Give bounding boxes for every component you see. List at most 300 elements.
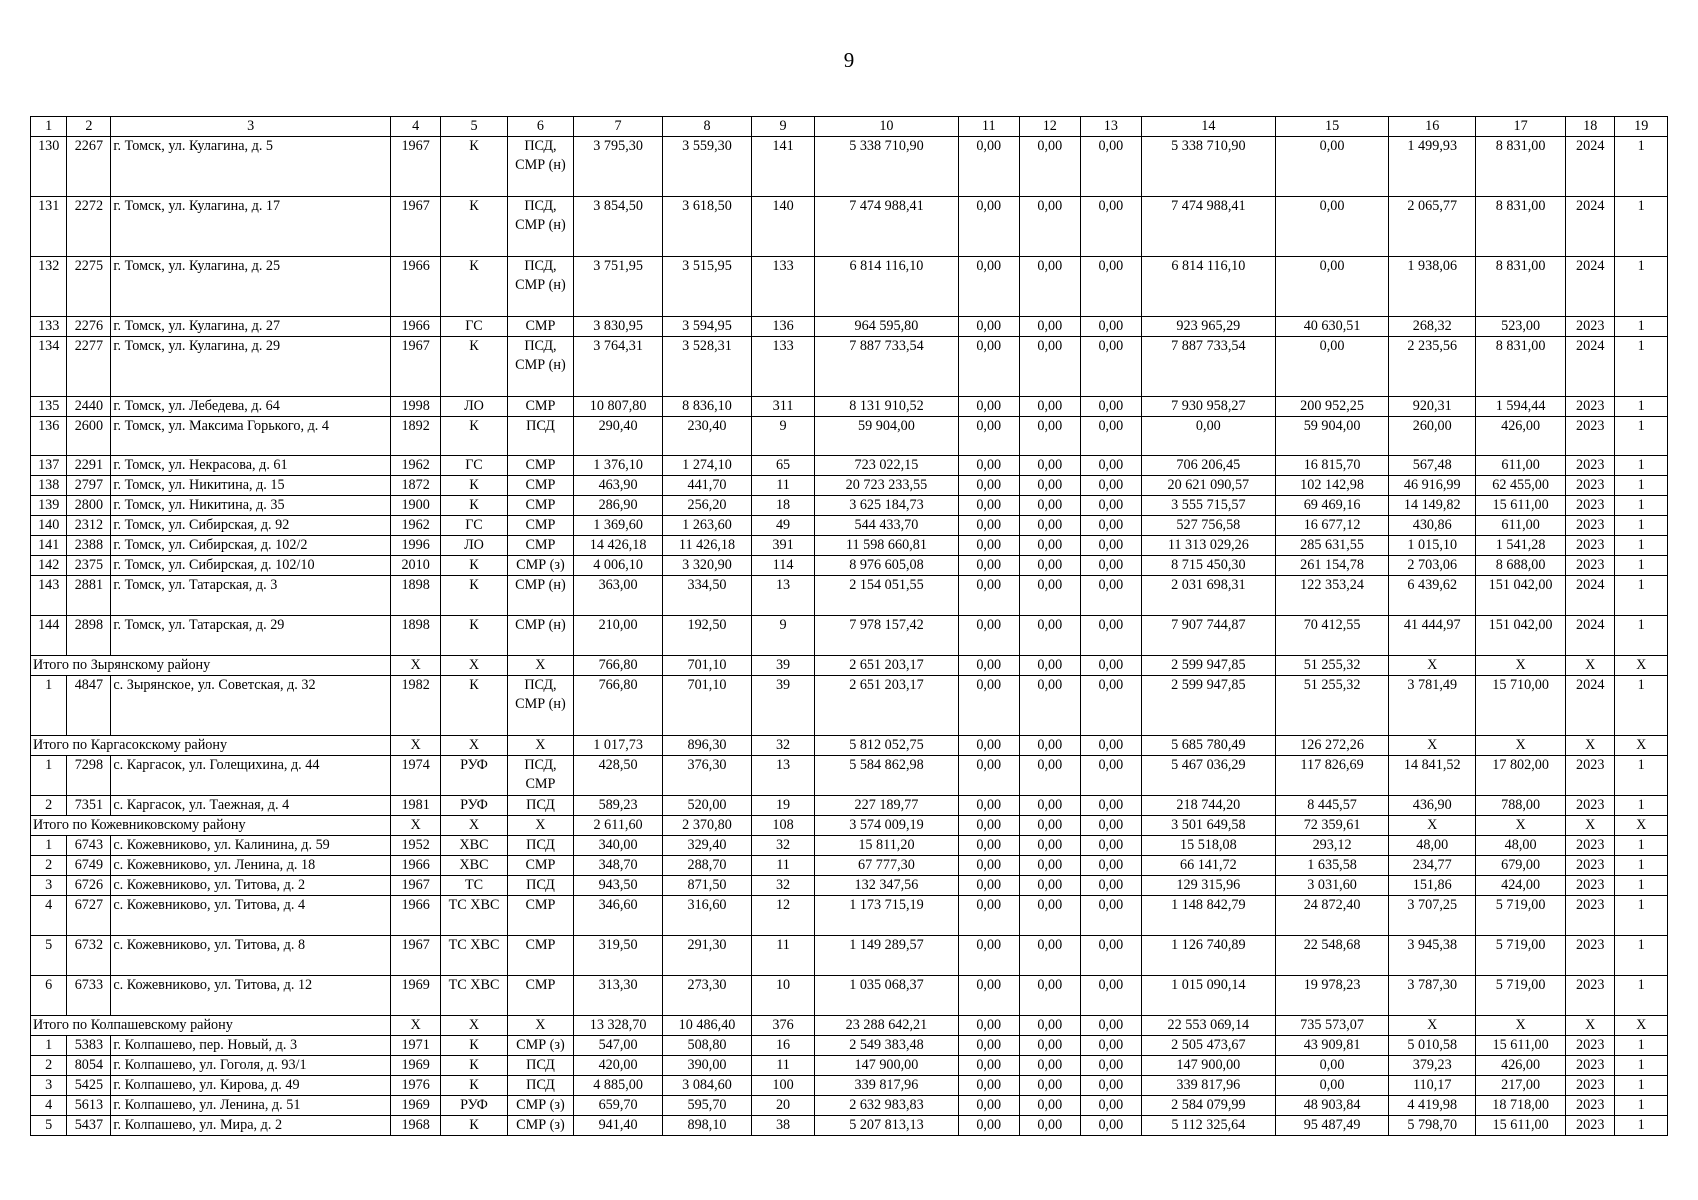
table-row — [31, 976, 1668, 1016]
table-cell: 2 584 079,99 — [1141, 1096, 1275, 1116]
table-cell: 1 — [31, 756, 67, 796]
table-cell: 2023 — [1566, 856, 1615, 876]
table-cell: 0,00 — [1080, 656, 1141, 676]
table-row — [31, 1056, 1668, 1076]
table-cell: К — [441, 257, 507, 317]
table-cell: 39 — [751, 656, 814, 676]
table-cell: 1 — [1615, 337, 1668, 397]
table-cell: Х — [441, 656, 507, 676]
table-cell: 38 — [751, 1116, 814, 1136]
table-cell: 2023 — [1566, 556, 1615, 576]
table-cell: 1 — [1615, 1116, 1668, 1136]
table-cell: 2898 — [67, 616, 111, 656]
table-cell: 1998 — [390, 397, 440, 417]
table-cell: 2375 — [67, 556, 111, 576]
table-cell: 218 744,20 — [1141, 796, 1275, 816]
page-number: 9 — [843, 48, 855, 72]
table-cell: 2024 — [1566, 197, 1615, 257]
address-cell: г. Томск, ул. Лебедева, д. 64 — [111, 397, 391, 417]
table-cell: Х — [390, 1016, 440, 1036]
table-cell: К — [441, 197, 507, 257]
column-header: 15 — [1275, 117, 1389, 137]
table-cell: Х — [1476, 816, 1566, 836]
table-cell: 0,00 — [958, 197, 1019, 257]
table-cell: 3 854,50 — [574, 197, 663, 257]
table-body — [31, 137, 1668, 1136]
table-cell: 200 952,25 — [1275, 397, 1389, 417]
address-cell: г. Томск, ул. Кулагина, д. 17 — [111, 197, 391, 257]
table-cell: 5 798,70 — [1389, 1116, 1476, 1136]
table-cell: 0,00 — [958, 556, 1019, 576]
table-cell: 3 559,30 — [663, 137, 752, 197]
table-cell: 1 149 289,57 — [815, 936, 959, 976]
table-cell: 0,00 — [1019, 816, 1080, 836]
table-cell: 2023 — [1566, 876, 1615, 896]
table-cell: 1 499,93 — [1389, 137, 1476, 197]
table-cell: 0,00 — [1019, 676, 1080, 736]
table-cell: 3 830,95 — [574, 317, 663, 337]
table-cell: 1 — [1615, 456, 1668, 476]
table-cell: 0,00 — [1080, 516, 1141, 536]
table-cell: 8 831,00 — [1476, 337, 1566, 397]
table-cell: 137 — [31, 456, 67, 476]
table-cell: 2272 — [67, 197, 111, 257]
table-cell: 1 — [1615, 317, 1668, 337]
table-cell: 100 — [751, 1076, 814, 1096]
table-cell: 12 — [751, 896, 814, 936]
table-cell: К — [441, 476, 507, 496]
work-type-cell: ПСД, СМР (н) — [507, 257, 573, 317]
table-cell: 5 010,58 — [1389, 1036, 1476, 1056]
work-type-cell: СМР — [507, 516, 573, 536]
table-cell: К — [441, 496, 507, 516]
table-cell: Х — [1389, 656, 1476, 676]
table-cell: 286,90 — [574, 496, 663, 516]
table-cell: Х — [507, 656, 573, 676]
table-cell: К — [441, 1056, 507, 1076]
table-cell: К — [441, 337, 507, 397]
table-cell: 1 — [1615, 1096, 1668, 1116]
table-cell: 0,00 — [1275, 137, 1389, 197]
table-cell: Х — [1615, 656, 1668, 676]
table-cell: 138 — [31, 476, 67, 496]
table-cell: 0,00 — [1080, 836, 1141, 856]
table-cell: 0,00 — [958, 536, 1019, 556]
table-cell: 2600 — [67, 417, 111, 456]
table-cell: 0,00 — [1019, 536, 1080, 556]
table-cell: 8 836,10 — [663, 397, 752, 417]
table-cell: 1 — [1615, 836, 1668, 856]
table-cell: 0,00 — [958, 896, 1019, 936]
table-cell: 210,00 — [574, 616, 663, 656]
address-cell: с. Кожевниково, ул. Калинина, д. 59 — [111, 836, 391, 856]
table-cell: 547,00 — [574, 1036, 663, 1056]
table-row — [31, 197, 1668, 257]
table-cell: 3 528,31 — [663, 337, 752, 397]
table-cell: 290,40 — [574, 417, 663, 456]
table-cell: 13 — [751, 756, 814, 796]
table-cell: 1967 — [390, 876, 440, 896]
address-cell: с. Кожевниково, ул. Титова, д. 12 — [111, 976, 391, 1016]
table-cell: 18 — [751, 496, 814, 516]
table-cell: 5425 — [67, 1076, 111, 1096]
table-cell: 379,23 — [1389, 1056, 1476, 1076]
table-cell: 2800 — [67, 496, 111, 516]
table-cell: 70 412,55 — [1275, 616, 1389, 656]
table-cell: К — [441, 137, 507, 197]
table-cell: 679,00 — [1476, 856, 1566, 876]
table-cell: 2267 — [67, 137, 111, 197]
table-cell: 0,00 — [1019, 556, 1080, 576]
table-cell: 2023 — [1566, 317, 1615, 337]
table-cell: 1 — [1615, 676, 1668, 736]
table-cell: 9 — [751, 417, 814, 456]
table-row — [31, 1096, 1668, 1116]
table-cell: 896,30 — [663, 736, 752, 756]
table-cell: 1 126 740,89 — [1141, 936, 1275, 976]
table-cell: 2023 — [1566, 476, 1615, 496]
table-cell: 0,00 — [1080, 556, 1141, 576]
table-cell: 132 347,56 — [815, 876, 959, 896]
table-cell: 943,50 — [574, 876, 663, 896]
table-cell: 0,00 — [1019, 496, 1080, 516]
table-cell: К — [441, 1076, 507, 1096]
table-cell: 1 — [1615, 397, 1668, 417]
district-subtotal-row — [31, 736, 1668, 756]
table-cell: 51 255,32 — [1275, 676, 1389, 736]
table-cell: 2276 — [67, 317, 111, 337]
address-cell: г. Колпашево, пер. Новый, д. 3 — [111, 1036, 391, 1056]
table-cell: 6 814 116,10 — [1141, 257, 1275, 317]
address-cell: г. Томск, ул. Сибирская, д. 102/2 — [111, 536, 391, 556]
column-header: 3 — [111, 117, 391, 137]
table-cell: 3 — [31, 1076, 67, 1096]
table-cell: 2 065,77 — [1389, 197, 1476, 257]
table-cell: РУФ — [441, 796, 507, 816]
work-type-cell: СМР — [507, 456, 573, 476]
table-cell: 0,00 — [958, 1096, 1019, 1116]
table-cell: 5 719,00 — [1476, 936, 1566, 976]
table-cell: 0,00 — [1080, 896, 1141, 936]
table-cell: 0,00 — [1019, 976, 1080, 1016]
table-cell: 1 — [1615, 796, 1668, 816]
table-cell: 22 553 069,14 — [1141, 1016, 1275, 1036]
table-cell: 2024 — [1566, 337, 1615, 397]
table-cell: 1 015,10 — [1389, 536, 1476, 556]
table-cell: 7 887 733,54 — [815, 337, 959, 397]
table-cell: 2797 — [67, 476, 111, 496]
table-cell: 0,00 — [1080, 1056, 1141, 1076]
table-cell: 62 455,00 — [1476, 476, 1566, 496]
table-cell: 0,00 — [1080, 337, 1141, 397]
work-type-cell: СМР (з) — [507, 1096, 573, 1116]
table-cell: 15 710,00 — [1476, 676, 1566, 736]
table-cell: 7 474 988,41 — [815, 197, 959, 257]
table-cell: 348,70 — [574, 856, 663, 876]
table-cell: 0,00 — [1019, 936, 1080, 976]
table-cell: 376,30 — [663, 756, 752, 796]
table-cell: 0,00 — [958, 576, 1019, 616]
table-cell: 6749 — [67, 856, 111, 876]
table-cell: 8 831,00 — [1476, 197, 1566, 257]
table-cell: 0,00 — [1019, 197, 1080, 257]
table-cell: 133 — [31, 317, 67, 337]
table-cell: 14 841,52 — [1389, 756, 1476, 796]
address-cell: г. Томск, ул. Татарская, д. 29 — [111, 616, 391, 656]
table-cell: 595,70 — [663, 1096, 752, 1116]
table-cell: 363,00 — [574, 576, 663, 616]
table-cell: 463,90 — [574, 476, 663, 496]
table-cell: 41 444,97 — [1389, 616, 1476, 656]
table-cell: 133 — [751, 337, 814, 397]
table-cell: 706 206,45 — [1141, 456, 1275, 476]
table-cell: 133 — [751, 257, 814, 317]
table-cell: 319,50 — [574, 936, 663, 976]
table-cell: 5 207 813,13 — [815, 1116, 959, 1136]
address-cell: с. Кожевниково, ул. Титова, д. 2 — [111, 876, 391, 896]
table-row — [31, 1116, 1668, 1136]
table-cell: 1 541,28 — [1476, 536, 1566, 556]
table-cell: Х — [390, 816, 440, 836]
table-cell: 5 685 780,49 — [1141, 736, 1275, 756]
table-cell: 2023 — [1566, 536, 1615, 556]
table-cell: 5 — [31, 1116, 67, 1136]
table-cell: 0,00 — [958, 496, 1019, 516]
table-cell: К — [441, 417, 507, 456]
table-cell: 1967 — [390, 936, 440, 976]
table-cell: 334,50 — [663, 576, 752, 616]
address-cell: г. Томск, ул. Никитина, д. 35 — [111, 496, 391, 516]
table-cell: 0,00 — [1080, 417, 1141, 456]
table-cell: 1 — [1615, 856, 1668, 876]
table-cell: 0,00 — [958, 1076, 1019, 1096]
table-cell: 0,00 — [958, 616, 1019, 656]
work-type-cell: ПСД, СМР (н) — [507, 337, 573, 397]
table-row — [31, 257, 1668, 317]
table-cell: 0,00 — [1019, 1016, 1080, 1036]
table-cell: 2023 — [1566, 1056, 1615, 1076]
table-cell: 339 817,96 — [1141, 1076, 1275, 1096]
table-cell: 941,40 — [574, 1116, 663, 1136]
table-cell: 95 487,49 — [1275, 1116, 1389, 1136]
table-cell: 23 288 642,21 — [815, 1016, 959, 1036]
table-cell: 0,00 — [1019, 417, 1080, 456]
table-cell: 0,00 — [1141, 417, 1275, 456]
table-cell: 1 594,44 — [1476, 397, 1566, 417]
table-cell: 0,00 — [1080, 1036, 1141, 1056]
column-header: 19 — [1615, 117, 1668, 137]
table-cell: 0,00 — [1019, 337, 1080, 397]
table-cell: 0,00 — [1019, 317, 1080, 337]
table-cell: Х — [1476, 1016, 1566, 1036]
table-cell: 0,00 — [1019, 1036, 1080, 1056]
table-cell: 523,00 — [1476, 317, 1566, 337]
address-cell: г. Томск, ул. Сибирская, д. 102/10 — [111, 556, 391, 576]
table-cell: 0,00 — [958, 796, 1019, 816]
table-cell: 268,32 — [1389, 317, 1476, 337]
table-cell: 1 938,06 — [1389, 257, 1476, 317]
table-cell: 8 445,57 — [1275, 796, 1389, 816]
table-cell: 0,00 — [958, 756, 1019, 796]
table-cell: 0,00 — [1019, 876, 1080, 896]
table-cell: 1 635,58 — [1275, 856, 1389, 876]
table-cell: 132 — [31, 257, 67, 317]
table-cell: 2023 — [1566, 796, 1615, 816]
table-cell: 346,60 — [574, 896, 663, 936]
table-cell: 140 — [751, 197, 814, 257]
table-cell: 520,00 — [663, 796, 752, 816]
column-header: 6 — [507, 117, 573, 137]
table-cell: 701,10 — [663, 676, 752, 736]
table-cell: 1 263,60 — [663, 516, 752, 536]
work-type-cell: СМР (з) — [507, 1036, 573, 1056]
table-cell: 1 — [1615, 496, 1668, 516]
table-cell: 2023 — [1566, 1096, 1615, 1116]
table-cell: Х — [507, 1016, 573, 1036]
column-header: 9 — [751, 117, 814, 137]
table-cell: 1 — [1615, 576, 1668, 616]
table-cell: 130 — [31, 137, 67, 197]
table-cell: 0,00 — [1080, 397, 1141, 417]
table-cell: 0,00 — [1080, 257, 1141, 317]
table-cell: 4 419,98 — [1389, 1096, 1476, 1116]
table-cell: 766,80 — [574, 676, 663, 736]
table-cell: 3 751,95 — [574, 257, 663, 317]
table-cell: 51 255,32 — [1275, 656, 1389, 676]
table-cell: 139 — [31, 496, 67, 516]
table-cell: 3 781,49 — [1389, 676, 1476, 736]
table-cell: 426,00 — [1476, 417, 1566, 456]
table-cell: Х — [441, 816, 507, 836]
table-cell: 2023 — [1566, 417, 1615, 456]
table-row — [31, 1076, 1668, 1096]
table-cell: 1966 — [390, 257, 440, 317]
table-cell: 316,60 — [663, 896, 752, 936]
table-cell: 391 — [751, 536, 814, 556]
table-cell: 1 — [31, 676, 67, 736]
work-type-cell: СМР — [507, 936, 573, 976]
table-cell: 8 688,00 — [1476, 556, 1566, 576]
table-cell: 0,00 — [958, 257, 1019, 317]
table-row — [31, 556, 1668, 576]
table-cell: Х — [441, 736, 507, 756]
table-cell: 234,77 — [1389, 856, 1476, 876]
table-cell: 69 469,16 — [1275, 496, 1389, 516]
table-cell: ЛО — [441, 536, 507, 556]
table-cell: РУФ — [441, 1096, 507, 1116]
table-cell: 49 — [751, 516, 814, 536]
table-cell: 7 930 958,27 — [1141, 397, 1275, 417]
table-cell: 923 965,29 — [1141, 317, 1275, 337]
table-cell: 1976 — [390, 1076, 440, 1096]
table-cell: 0,00 — [958, 936, 1019, 976]
table-cell: 10 — [751, 976, 814, 1016]
table-cell: 131 — [31, 197, 67, 257]
table-cell: 0,00 — [1019, 257, 1080, 317]
table-cell: 2 632 983,83 — [815, 1096, 959, 1116]
table-cell: 5 812 052,75 — [815, 736, 959, 756]
table-cell: 10 807,80 — [574, 397, 663, 417]
table-cell: 1982 — [390, 676, 440, 736]
work-type-cell: СМР — [507, 896, 573, 936]
table-cell: 0,00 — [1019, 796, 1080, 816]
table-row — [31, 616, 1668, 656]
table-cell: 16 677,12 — [1275, 516, 1389, 536]
table-cell: 390,00 — [663, 1056, 752, 1076]
table-cell: 0,00 — [1080, 816, 1141, 836]
table-cell: 611,00 — [1476, 456, 1566, 476]
table-cell: Х — [1389, 736, 1476, 756]
table-cell: 3 574 009,19 — [815, 816, 959, 836]
table-row — [31, 896, 1668, 936]
table-cell: 32 — [751, 836, 814, 856]
table-cell: 0,00 — [958, 137, 1019, 197]
table-cell: 192,50 — [663, 616, 752, 656]
table-cell: 0,00 — [1080, 1096, 1141, 1116]
table-cell: Х — [1566, 1016, 1615, 1036]
table-header — [31, 117, 1668, 137]
table-cell: 611,00 — [1476, 516, 1566, 536]
address-cell: с. Кожевниково, ул. Ленина, д. 18 — [111, 856, 391, 876]
table-cell: ХВС — [441, 836, 507, 856]
table-cell: 3 625 184,73 — [815, 496, 959, 516]
work-type-cell: СМР — [507, 536, 573, 556]
table-cell: 0,00 — [958, 1056, 1019, 1076]
table-cell: 20 621 090,57 — [1141, 476, 1275, 496]
table-cell: 43 909,81 — [1275, 1036, 1389, 1056]
column-header: 13 — [1080, 117, 1141, 137]
work-type-cell: СМР — [507, 476, 573, 496]
table-cell: 6743 — [67, 836, 111, 856]
table-cell: 5 467 036,29 — [1141, 756, 1275, 796]
address-cell: г. Томск, ул. Кулагина, д. 27 — [111, 317, 391, 337]
table-cell: 48,00 — [1389, 836, 1476, 856]
table-cell: 1 — [1615, 257, 1668, 317]
table-cell: 2277 — [67, 337, 111, 397]
table-cell: Х — [1566, 656, 1615, 676]
table-row — [31, 536, 1668, 556]
table-cell: 0,00 — [1080, 976, 1141, 1016]
column-header: 16 — [1389, 117, 1476, 137]
table-cell: 39 — [751, 676, 814, 736]
table-cell: 430,86 — [1389, 516, 1476, 536]
table-cell: Х — [1566, 736, 1615, 756]
table-cell: 1 017,73 — [574, 736, 663, 756]
table-cell: 0,00 — [1019, 1096, 1080, 1116]
table-cell: 2312 — [67, 516, 111, 536]
table-row — [31, 1036, 1668, 1056]
table-cell: 1 148 842,79 — [1141, 896, 1275, 936]
table-cell: 9 — [751, 616, 814, 656]
table-cell: 2 651 203,17 — [815, 656, 959, 676]
table-cell: 424,00 — [1476, 876, 1566, 896]
table-cell: 2023 — [1566, 1116, 1615, 1136]
table-cell: 285 631,55 — [1275, 536, 1389, 556]
table-cell: 11 — [751, 856, 814, 876]
table-cell: Х — [507, 736, 573, 756]
table-cell: 1 369,60 — [574, 516, 663, 536]
table-cell: 136 — [31, 417, 67, 456]
table-cell: 426,00 — [1476, 1056, 1566, 1076]
table-cell: 5 338 710,90 — [815, 137, 959, 197]
table-cell: 3 501 649,58 — [1141, 816, 1275, 836]
table-cell: Х — [1476, 736, 1566, 756]
table-row — [31, 417, 1668, 456]
column-header: 12 — [1019, 117, 1080, 137]
table-cell: 14 426,18 — [574, 536, 663, 556]
table-cell: 1 — [31, 836, 67, 856]
table-cell: 3 945,38 — [1389, 936, 1476, 976]
